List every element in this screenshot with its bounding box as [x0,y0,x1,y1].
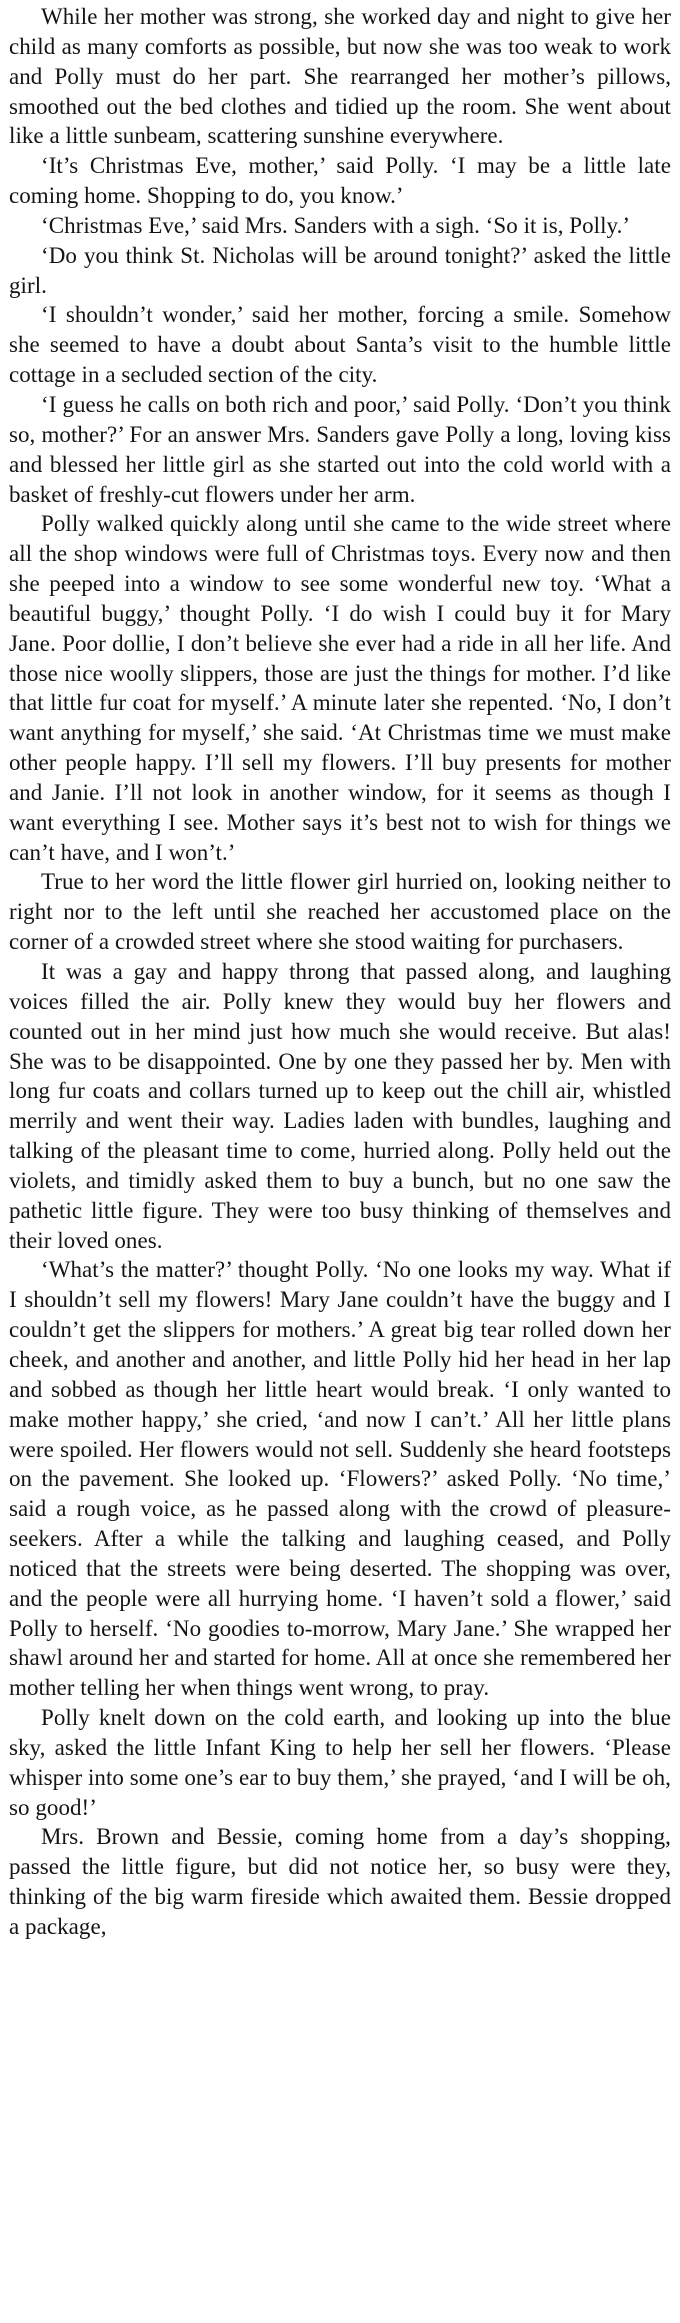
story-paragraph: ‘What’s the matter?’ thought Polly. ‘No one looks my way. What if I shouldn’t sell my flowers! Mary Jane couldn’t have the buggy and I couldn’t get the slippers for mothers.’ A great big tear rolled down her cheek, and another and another, and little Polly hid her head in her lap and sobbed as though her little heart would break. ‘I only wanted to make mother happy,’ she cried, ‘and now I can’t.’ All her little plans were spoiled. Her flowers would not sell. Suddenly she heard footsteps on the pavement. She looked up. ‘Flowers?’ asked Polly. ‘No time,’ said a rough voice, as he passed along with the crowd of pleasure-seekers. After a while the talking and laughing ceased, and Polly noticed that the streets were being deserted. The shopping was over, and the people were all hurrying home. ‘I haven’t sold a flower,’ said Polly to herself. ‘No goodies to-morrow, Mary Jane.’ She wrapped her shawl around her and started for home. All at once she remembered her mother telling her when things went wrong, to pray. [9,1257,671,1701]
story-paragraph: ‘Do you think St. Nicholas will be around tonight?’ asked the little girl. [9,242,671,298]
story-paragraph: While her mother was strong, she worked day and night to give her child as many comforts as possible, but now she was too weak to work and Polly must do her part. She rearranged her mother’s pillows, smoothed out the bed clothes and tidied up the room. She went about like a little sunbeam, scattering sunshine everywhere. [9,4,671,149]
story-paragraph: ‘Christmas Eve,’ said Mrs. Sanders with a sigh. ‘So it is, Polly.’ [41,212,631,238]
story-paragraph: ‘It’s Christmas Eve, mother,’ said Polly. ‘I may be a little late coming home. Shopping to do, you know.’ [9,153,671,209]
story-paragraph: True to her word the little flower girl hurried on, looking neither to right nor to the left until she reached her accustomed place on the corner of a crowded street where she stood waiting for purchasers. [9,869,671,955]
story-paragraph: Polly knelt down on the cold earth, and looking up into the blue sky, asked the little Infant King to help her sell her flowers. ‘Please whisper into some one’s ear to buy them,’ she prayed, ‘and I will be oh, so good!’ [9,1705,671,1820]
story-paragraph: Polly walked quickly along until she came to the wide street where all the shop windows were full of Christmas toys. Every now and then she peeped into a window to see some wonderful new toy. ‘What a beautiful buggy,’ thought Polly. ‘I do wish I could buy it for Mary Jane. Poor dollie, I don’t believe she ever had a ride in all her life. And those nice woolly slippers, those are just the things for mother. I’d like that little fur coat for myself.’ A minute later she repented. ‘No, I don’t want anything for myself,’ she said. ‘At Christmas time we must make other people happy. I’ll sell my flowers. I’ll buy presents for mother and Janie. I’ll not look in another window, for it seems as though I want everything I see. Mother says it’s best not to wish for things we can’t have, and I won’t.’ [9,511,671,865]
story-paragraph: ‘I guess he calls on both rich and poor,’ said Polly. ‘Don’t you think so, mother?’ For an answer Mrs. Sanders gave Polly a long, loving kiss and blessed her little girl as she started out into the cold world with a basket of freshly-cut flowers under her arm. [9,391,671,507]
story-paragraph: Mrs. Brown and Bessie, coming home from a day’s shopping, passed the little figure, but did not notice her, so busy were they, thinking of the big warm fireside which awaited them. Bessie dropped a package, [9,1824,671,1939]
story-paragraph: ‘I shouldn’t wonder,’ said her mother, forcing a smile. Somehow she seemed to have a doubt about Santa’s visit to the humble little cottage in a secluded section of the city. [9,302,671,388]
story-paragraph: It was a gay and happy throng that passed along, and laughing voices filled the air. Polly knew they would buy her flowers and counted out in her mind just how much she would receive. But alas! She was to be disappointed. One by one they passed her by. Men with long fur coats and collars turned up to keep out the chill air, whistled merrily and went their way. Ladies laden with bundles, laughing and talking of the pleasant time to come, hurried along. Polly held out the violets, and timidly asked them to buy a bunch, but no one saw the pathetic little figure. They were too busy thinking of themselves and their loved ones. [9,959,671,1253]
